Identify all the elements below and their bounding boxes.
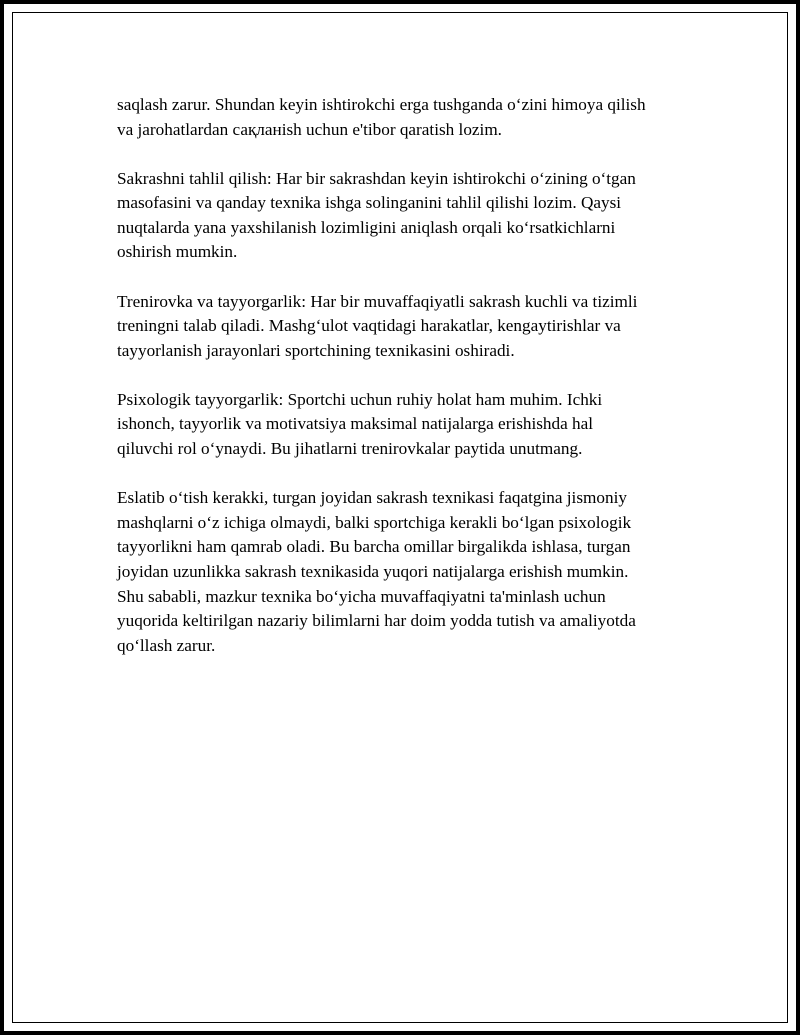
text-line: oshirish mumkin. xyxy=(117,242,238,262)
text-line: tayyorlanish jarayonlari sportchining texnikasini oshiradi. xyxy=(117,340,515,360)
text-line: ishonch, tayyorlik va motivatsiya maksimal natijalarga erishishda hal xyxy=(117,414,594,434)
text-line: Shu sababli, mazkur texnika bo‘yicha muvaffaqiyatni ta'minlash uchun xyxy=(117,586,606,606)
text-line: nuqtalarda yana yaxshilanish lozimligini aniqlash orqali ko‘rsatkichlarni xyxy=(117,217,616,237)
text-line: Eslatib o‘tish kerakki, turgan joyidan sakrash texnikasi faqatgina jismoniy xyxy=(117,488,627,508)
paragraph-safety xyxy=(117,93,697,142)
text-line: yuqorida keltirilgan nazariy bilimlarni har doim yodda tutish va amaliyotda xyxy=(117,611,636,631)
text-line: qo‘llash zarur. xyxy=(117,635,216,655)
text-line: mashqlarni o‘z ichiga olmaydi, balki sportchiga kerakli bo‘lgan psixologik xyxy=(117,512,632,532)
text-line: saqlash zarur. Shundan keyin ishtirokchi erga tushganda o‘zini himoya qilish xyxy=(117,95,646,114)
paragraph-jump-analysis xyxy=(117,167,697,265)
document-body xyxy=(117,93,697,683)
paragraph-training xyxy=(117,290,697,364)
text-line: Psixologik tayyorgarlik: Sportchi uchun ruhiy holat ham muhim. Ichki xyxy=(117,389,603,409)
text-line: tayyorlikni ham qamrab oladi. Bu barcha omillar birgalikda ishlasa, turgan xyxy=(117,537,631,557)
text-line: qiluvchi rol o‘ynaydi. Bu jihatlarni trenirovkalar paytida unutmang. xyxy=(117,439,583,459)
text-line: Sakrashni tahlil qilish: Har bir sakrashdan keyin ishtirokchi o‘zining o‘tgan xyxy=(117,168,636,188)
paragraph-conclusion xyxy=(117,486,697,658)
text-line: va jarohatlardan сақланish uchun e'tibor qaratish lozim. xyxy=(117,119,502,139)
text-line: masofasini va qanday texnika ishga solinganini tahlil qilishi lozim. Qaysi xyxy=(117,193,622,213)
text-line: joyidan uzunlikka sakrash texnikasida yuqori natijalarga erishish mumkin. xyxy=(117,561,629,581)
text-line: treningni talab qiladi. Mashg‘ulot vaqtidagi harakatlar, kengaytirishlar va xyxy=(117,316,621,336)
paragraph-psychology xyxy=(117,388,697,462)
text-line: Trenirovka va tayyorgarlik: Har bir muvaffaqiyatli sakrash kuchli va tizimli xyxy=(117,291,638,311)
